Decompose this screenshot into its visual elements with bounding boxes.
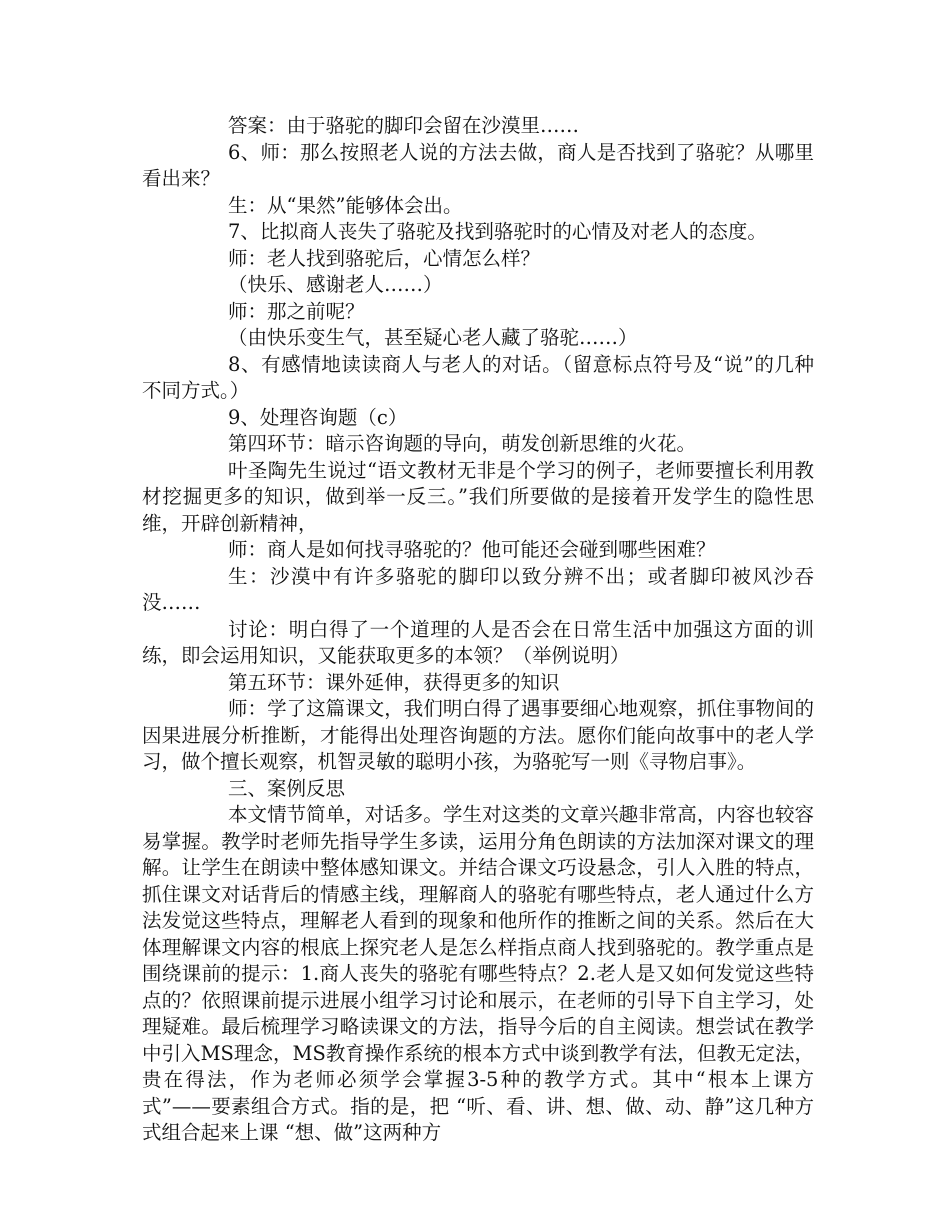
- student-paragraph: 生：沙漠中有许多骆驼的脚印以致分辨不出；或者脚印被风沙吞没……: [142, 564, 814, 614]
- section-4-heading: 第四环节：暗示咨询题的导向，萌发创新思维的火花。: [228, 432, 697, 455]
- question-7-paragraph: 7、比拟商人丧失了骆驼及找到骆驼时的心情及对老人的态度。: [228, 220, 767, 243]
- question-8-paragraph: 8、有感情地读读商人与老人的对话。（留意标点符号及“说”的几种不同方式。）: [142, 352, 814, 402]
- teacher-question-paragraph: 师：老人找到骆驼后，心情怎么样？: [228, 246, 541, 270]
- quote-paragraph: 叶圣陶先生说过“语文教材无非是个学习的例子，老师要擅长利用教材挖掘更多的知识，做到举一反三。”我们所要做的是接着开发学生的隐性思维，开辟创新精神，: [142, 458, 814, 535]
- teacher-summary-paragraph: 师：学了这篇课文，我们明白得了遇事要细心地观察，抓住事物间的因果进展分析推断，才能得出处理咨询题的方法。愿你们能向故事中的老人学习，做个擅长观察，机智灵敏的聪明小孩，为骆驼写一则《寻物启事》。: [142, 697, 814, 773]
- teacher-paragraph: 师：商人是如何找寻骆驼的？他可能还会碰到哪些困难？: [228, 538, 716, 561]
- question-9-paragraph: 9、处理咨询题（c）: [228, 405, 408, 429]
- parenthetical-answer-before-paragraph: （由快乐变生气，甚至疑心老人藏了骆驼……）: [228, 326, 638, 349]
- section-5-heading: 第五环节：课外延伸，获得更多的知识: [228, 670, 560, 694]
- discussion-paragraph: 讨论：明白得了一个道理的人是否会在日常生活中加强这方面的训练，即会运用知识，又能获取更多的本领？（举例说明）: [142, 617, 814, 667]
- section-3-heading: 三、案例反思: [228, 776, 346, 800]
- answer-paragraph: 答案：由于骆驼的脚印会留在沙漠里……: [228, 114, 580, 137]
- reflection-paragraph: 本文情节简单，对话多。学生对这类的文章兴趣非常高，内容也较容易掌握。教学时老师先指导学生多读，运用分角色朗读的方法加深对课文的理解。让学生在朗读中整体感知课文。并结合课文巧设悬念，引人入胜的特点，抓住课文对话背后的情感主线，理解商人的骆驼有哪些特点，老人通过什么方法发觉这些特点，理解老人看到的现象和他所作的推断之间的关系。然后在大体理解课文内容的根底上探究老人是怎么样指点商人找到骆驼的。教学重点是围绕课前的提示：1.商人丧失的骆驼有哪些特点？2.老人是又如何发觉这些特点的？依照课前提示进展小组学习讨论和展示，在老师的引导下自主学习，处理疑难。最后梳理学习略读课文的方法，指导今后的自主阅读。想尝试在教学中引入MS理念，MS教育操作系统的根本方式中谈到教学有法，但教无定法，贵在得法，作为老师必须学会掌握3-5种的教学方式。其中“根本上课方式”——要素组合方式。指的是，把 “听、看、讲、想、做、动、静”这几种方式组合起来上课 “想、做”这两种方: [142, 803, 814, 1144]
- student-answer-paragraph: 生：从“果然”能够体会出。: [228, 193, 463, 217]
- question-6-paragraph: 6、师：那么按照老人说的方法去做，商人是否找到了骆驼？从哪里看出来？: [142, 140, 814, 190]
- parenthetical-answer-paragraph: （快乐、感谢老人……）: [228, 273, 443, 296]
- document-page: [142, 113, 814, 1147]
- teacher-question-before-paragraph: 师：那之前呢？: [228, 299, 365, 323]
